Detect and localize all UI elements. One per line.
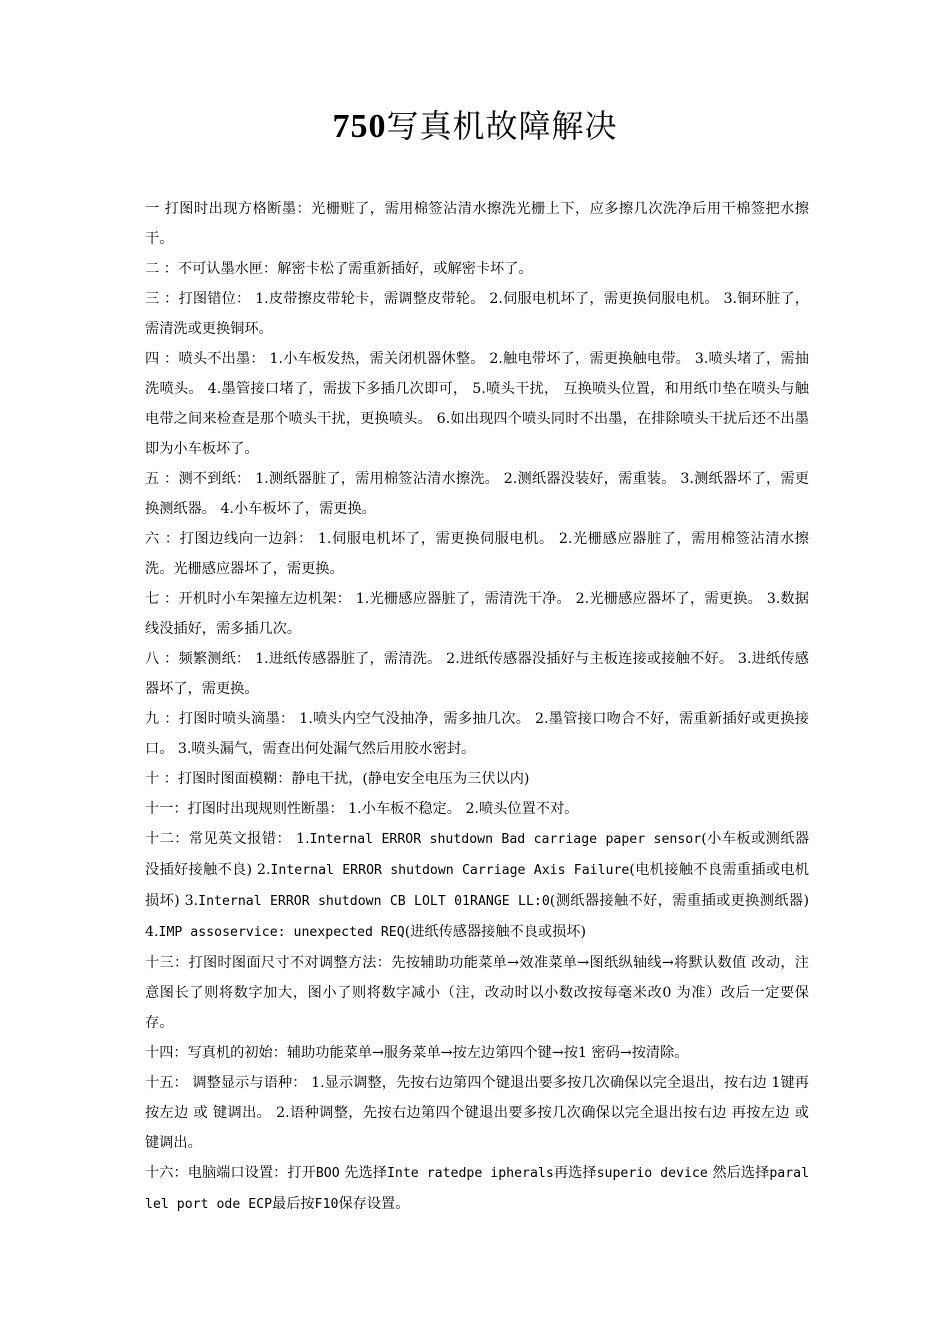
paragraph-13: 十三：打图时图面尺寸不对调整方法：先按辅助功能菜单→效准菜单→图纸纵轴线→将默认数值 改动，注意图长了则将数字加大，图小了则将数字减小（注，改动时以小数改按每毫米改0 为准）改后一定要保存。 — [145, 955, 809, 1031]
p12-note-4: (进纸传感器接触不良或损坏) — [404, 924, 587, 940]
paragraph-7: 七 ：开机时小车架撞左边机架： 1.光栅感应器脏了，需清洗干净。 2.光栅感应器坏了，需更换。 3.数据线没插好，需多插几次。 — [145, 591, 809, 637]
paragraph-12 — [145, 824, 809, 948]
paragraph-11: 十一：打图时出现规则性断墨： 1.小车板不稳定。 2.喷头位置不对。 — [145, 801, 579, 817]
paragraph-16 — [145, 1158, 809, 1220]
p16-text-4: 最后按 — [272, 1196, 315, 1212]
paragraph-15: 十五： 调整显示与语种： 1.显示调整，先按右边第四个键退出要多按几次确保以完全退出，按右边 1键再按左边 或 键调出。 2.语种调整，先按右边第四个键退出要多按几次确保以完全退出按右边 再按左边 或 键调出。 — [145, 1075, 809, 1151]
paragraph-14: 十四：写真机的初始：辅助功能菜单→服务菜单→按左边第四个键→按1 密码→按清除。 — [145, 1045, 689, 1061]
paragraph-5: 五 ：测不到纸： 1.测纸器脏了，需用棉签沾清水擦洗。 2.测纸器没装好，需重装。 3.测纸器坏了，需更换测纸器。 4.小车板坏了，需更换。 — [145, 471, 809, 517]
p12-error-1: Internal ERROR shutdown Bad carriage paper sensor — [309, 832, 702, 847]
p12-error-4: IMP assoservice: unexpected REQ — [158, 925, 405, 940]
p16-term-1: BOO — [315, 1166, 340, 1181]
document-body — [145, 194, 809, 1220]
paragraph-3: 三 ：打图错位： 1.皮带擦皮带轮卡，需调整皮带轮。 2.伺服电机坏了，需更换伺服电机。 3.铜环脏了，需清洗或更换铜环。 — [145, 291, 809, 337]
p16-text-1: 先选择 — [339, 1165, 387, 1181]
document-title — [0, 104, 950, 149]
p12-error-3: Internal ERROR shutdown CB LOLT 01RANGE LL:0 — [198, 894, 550, 909]
paragraph-6: 六 ：打图边线向一边斜： 1.伺服电机坏了，需更换伺服电机。 2.光栅感应器脏了，需用棉签沾清水擦洗。光栅感应器坏了，需更换。 — [145, 531, 809, 577]
p16-text-5: 保存设置。 — [338, 1196, 410, 1212]
p16-lead: 十六：电脑端口设置：打开 — [145, 1165, 316, 1181]
p16-text-3: 然后选择 — [707, 1165, 770, 1181]
p16-term-3: superio device — [596, 1166, 708, 1181]
p12-note-1: (小车板或测纸器没插好接触不良) 2. — [145, 831, 810, 878]
p16-term-4: parallel port ode ECP — [145, 1166, 810, 1212]
p16-term-5: F10 — [314, 1197, 339, 1212]
paragraph-1: 一 打图时出现方格断墨：光栅赃了，需用棉签沾清水擦洗光栅上下，应多擦几次洗净后用干棉签把水擦干。 — [145, 201, 809, 247]
paragraph-4: 四 ：喷头不出墨： 1.小车板发热，需关闭机器休整。 2.触电带坏了，需更换触电带。 3.喷头堵了，需抽洗喷头。 4.墨管接口堵了，需拔下多插几次即可， 5.喷头干扰， 互换喷头位置，和用纸巾垫在喷头与触电带之间来检查是那个喷头干扰，更换喷头。 6.如出现四个喷头同时不出墨，在排除喷头干扰后还不出墨即为小车板坏了。 — [145, 351, 809, 457]
title-number: 750 — [332, 108, 387, 145]
p16-text-2: 再选择 — [553, 1165, 597, 1181]
title-text: 写真机故障解决 — [386, 107, 618, 145]
p12-error-2: Internal ERROR shutdown Carriage Axis Failure — [270, 863, 630, 878]
p16-term-2: Inte ratedpe ipherals — [386, 1166, 554, 1181]
paragraph-2: 二 ：不可认墨水匣：解密卡松了需重新插好，或解密卡坏了。 — [145, 261, 533, 277]
paragraph-8: 八 ：频繁测纸： 1.进纸传感器脏了，需清洗。 2.进纸传感器没插好与主板连接或接触不好。 3.进纸传感器坏了，需更换。 — [145, 651, 809, 697]
p12-note-3: (测纸器接触不好，需重插或更换测纸器) 4. — [145, 893, 809, 940]
p12-note-2: (电机接触不良需重插或电机损坏) 3. — [145, 862, 809, 909]
p12-lead: 十二：常见英文报错： 1. — [145, 831, 310, 847]
paragraph-10: 十 ：打图时图面模糊：静电干扰，(静电安全电压为三伏以内) — [145, 771, 530, 787]
paragraph-9: 九 ：打图时喷头滴墨： 1.喷头内空气没抽净，需多抽几次。 2.墨管接口吻合不好，需重新插好或更换接口。 3.喷头漏气，需查出何处漏气然后用胶水密封。 — [145, 711, 809, 757]
